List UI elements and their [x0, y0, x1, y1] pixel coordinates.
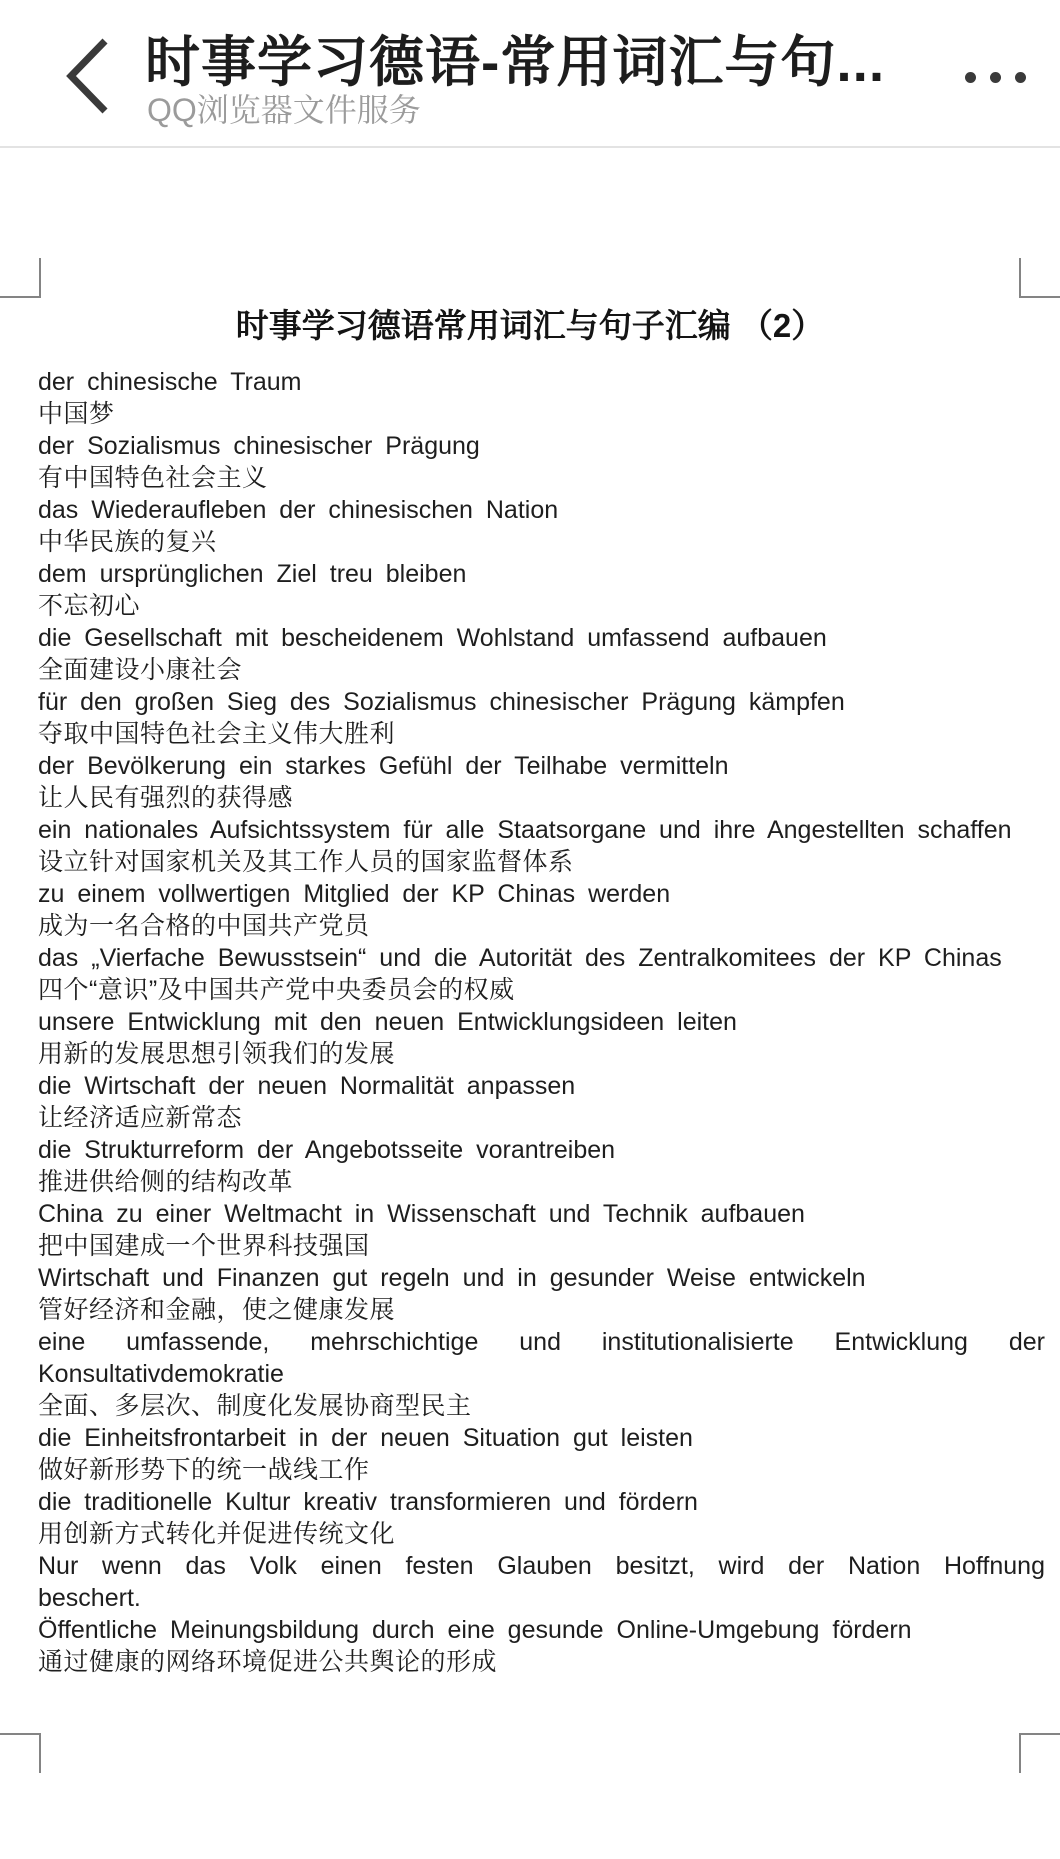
chinese-line: 管好经济和金融，使之健康发展 — [38, 1296, 396, 1324]
page-corner-bottom-left — [0, 1733, 41, 1773]
german-line: der chinesische Traum — [38, 368, 302, 396]
chinese-line: 通过健康的网络环境促进公共舆论的形成 — [38, 1648, 498, 1676]
more-dots-icon — [948, 52, 1038, 102]
chinese-line: 用新的发展思想引领我们的发展 — [38, 1040, 396, 1068]
german-line: die traditionelle Kultur kreativ transformieren und fördern — [38, 1488, 698, 1516]
chinese-line: 让人民有强烈的获得感 — [38, 784, 294, 812]
chinese-line: 成为一名合格的中国共产党员 — [38, 912, 370, 940]
german-line: eine umfassende, mehrschichtige und institutionalisierte Entwicklung der — [38, 1328, 1045, 1356]
chinese-line: 设立针对国家机关及其工作人员的国家监督体系 — [38, 848, 574, 876]
german-line: der Sozialismus chinesischer Prägung — [38, 432, 480, 460]
german-line: die Einheitsfrontarbeit in der neuen Situation gut leisten — [38, 1424, 693, 1452]
german-line: das „Vierfache Bewusstsein“ und die Autorität des Zentralkomitees der KP Chinas — [38, 944, 1002, 972]
german-line: zu einem vollwertigen Mitglied der KP Chinas werden — [38, 880, 671, 908]
chinese-line: 夺取中国特色社会主义伟大胜利 — [38, 720, 396, 748]
german-line: die Gesellschaft mit bescheidenem Wohlstand umfassend aufbauen — [38, 624, 827, 652]
chinese-line: 中国梦 — [38, 400, 115, 428]
page-corner-top-right — [1019, 258, 1060, 298]
back-button[interactable] — [52, 30, 122, 125]
german-line: China zu einer Weltmacht in Wissenschaft und Technik aufbauen — [38, 1200, 805, 1228]
chinese-line: 不忘初心 — [38, 592, 141, 620]
chinese-line: 推进供给侧的结构改革 — [38, 1168, 294, 1196]
german-line: beschert. — [38, 1584, 141, 1612]
document-body — [38, 366, 1045, 1678]
page-corner-bottom-right — [1019, 1733, 1060, 1773]
chinese-line: 中华民族的复兴 — [38, 528, 217, 556]
chinese-line: 让经济适应新常态 — [38, 1104, 243, 1132]
page-corner-top-left — [0, 258, 41, 298]
chinese-line: 全面建设小康社会 — [38, 656, 243, 684]
document-title: 时事学习德语常用词汇与句子汇编 （2） — [235, 307, 825, 344]
german-line: unsere Entwicklung mit den neuen Entwicklungsideen leiten — [38, 1008, 737, 1036]
german-line: für den großen Sieg des Sozialismus chinesischer Prägung kämpfen — [38, 688, 845, 716]
chevron-left-icon — [61, 105, 113, 120]
german-line: der Bevölkerung ein starkes Gefühl der Teilhabe vermitteln — [38, 752, 729, 780]
chinese-line: 用创新方式转化并促进传统文化 — [38, 1520, 396, 1548]
chinese-line: 有中国特色社会主义 — [38, 464, 268, 492]
german-line: die Wirtschaft der neuen Normalität anpassen — [38, 1072, 576, 1100]
german-line: Öffentliche Meinungsbildung durch eine gesunde Online-Umgebung fördern — [38, 1616, 912, 1644]
chinese-line: 把中国建成一个世界科技强国 — [38, 1232, 370, 1260]
german-line: dem ursprünglichen Ziel treu bleiben — [38, 560, 467, 588]
more-menu-button[interactable] — [948, 52, 1038, 102]
german-line: Konsultativdemokratie — [38, 1360, 284, 1388]
german-line: das Wiederaufleben der chinesischen Nation — [38, 496, 559, 524]
german-line: Wirtschaft und Finanzen gut regeln und in gesunder Weise entwickeln — [38, 1264, 866, 1292]
document-viewer[interactable] — [0, 150, 1060, 1859]
file-title: 时事学习德语-常用词汇与句... — [145, 31, 886, 93]
chinese-line: 四个“意识”及中国共产党中央委员会的权威 — [38, 976, 515, 1004]
german-line: Nur wenn das Volk einen festen Glauben besitzt, wird der Nation Hoffnung — [38, 1552, 1045, 1580]
german-line: ein nationales Aufsichtssystem für alle Staatsorgane und ihre Angestellten schaffen — [38, 816, 1012, 844]
chinese-line: 做好新形势下的统一战线工作 — [38, 1456, 370, 1484]
german-line: die Strukturreform der Angebotsseite vorantreiben — [38, 1136, 616, 1164]
chinese-line: 全面、多层次、制度化发展协商型民主 — [38, 1392, 472, 1420]
header-bar — [0, 0, 1060, 148]
service-subtitle: QQ浏览器文件服务 — [147, 92, 421, 128]
